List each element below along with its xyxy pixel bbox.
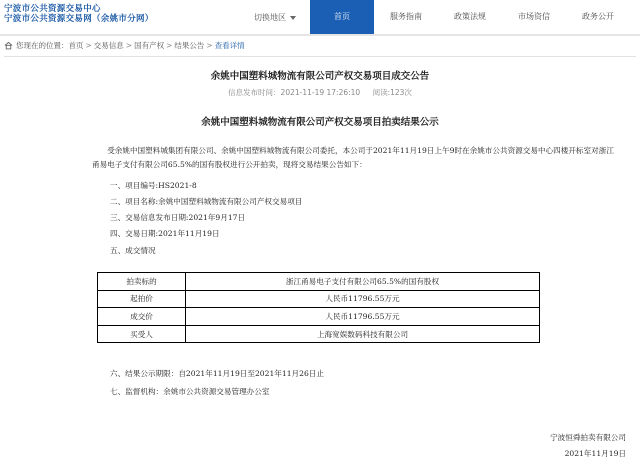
item-project-name: 二、项目名称:余姚中国塑料城物流有限公司产权交易项目 [110,197,303,206]
item-supervisor: 七、监督机构：余姚市公共资源交易管理办公室 [110,387,270,396]
item-project-number: 一、项目编号:HS2021-8 [110,181,197,190]
publish-time: 信息发布时间：2021-11-19 17:26:10 [228,88,361,97]
breadcrumb-separator: > [206,41,213,50]
main-nav [310,0,630,34]
breadcrumb-prefix: 您现在的位置： [16,41,69,50]
view-count: 阅读:123次 [372,88,412,97]
nav-service-guide[interactable]: 服务指南 [390,12,422,21]
item-publish-date: 三、交易信息发布日期:2021年9月17日 [110,213,246,222]
home-icon [4,41,13,50]
document-title: 余姚中国塑料城物流有限公司产权交易项目拍卖结果公示 [201,117,439,128]
breadcrumb-state-property[interactable]: 国有产权 [134,41,165,50]
table-key-cell: 成交价 [98,308,186,326]
region-switcher-label: 切换地区 [254,13,286,22]
signature-date: 2021年11月19日 [564,449,626,458]
table-row [98,290,540,308]
site-header [0,0,640,34]
table-row [98,325,540,343]
breadcrumb-trade-info[interactable]: 交易信息 [93,41,124,50]
breadcrumb-divider [4,56,636,57]
site-logo[interactable] [4,4,154,24]
signature-organization: 宁波恒舜拍卖有限公司 [550,433,626,442]
item-trade-date: 四、交易日期:2021年11月19日 [110,229,220,238]
nav-market-credit[interactable]: 市场资信 [518,12,550,21]
table-key-cell: 买受人 [98,325,186,343]
page-title: 余姚中国塑料城物流有限公司产权交易项目成交公告 [210,71,430,82]
deal-table [97,272,540,343]
header-divider [0,34,640,36]
nav-home[interactable]: 首页 [310,0,374,34]
table-row [98,308,540,326]
caret-down-icon [290,16,296,20]
logo-line-2: 宁波市公共资源交易网（余姚市分网） [4,14,154,24]
region-switcher[interactable] [254,12,296,23]
breadcrumb-home[interactable]: 首页 [68,41,84,50]
breadcrumb-separator: > [85,41,92,50]
item-publicity-period: 六、结果公示期限：自2021年11月19日至2021年11月26日止 [110,369,324,378]
table-key-cell: 拍卖标的 [98,273,186,291]
item-deal-status: 五、成交情况 [110,246,156,255]
breadcrumb [4,40,245,51]
nav-government-affairs[interactable]: 政务公开 [582,12,614,21]
table-value-cell: 人民币11796.55万元 [186,308,540,326]
table-value-cell: 人民币11796.55万元 [186,290,540,308]
breadcrumb-result-notice[interactable]: 结果公告 [174,41,205,50]
article-meta [0,87,640,98]
breadcrumb-current: 查看详情 [214,41,245,50]
table-value-cell: 浙江甬易电子支付有限公司65.5%的国有股权 [186,273,540,291]
table-key-cell: 起拍价 [98,290,186,308]
table-value-cell: 上海宽娱数码科技有限公司 [186,325,540,343]
breadcrumb-separator: > [166,41,173,50]
table-row [98,273,540,291]
breadcrumb-separator: > [125,41,133,50]
logo-line-1: 宁波市公共资源交易中心 [4,4,101,14]
nav-policies[interactable]: 政策法规 [454,12,486,21]
intro-paragraph: 受余姚中国塑料城集团有限公司、余姚中国塑料城物流有限公司委托，本公司于2021年11月19日上午9时在余姚市公共资源交易中心四楼开标室对浙江甬易电子支付有限公司65.5%的国有股权进行公开拍卖，现将交易结果公告如下： [92,146,614,169]
